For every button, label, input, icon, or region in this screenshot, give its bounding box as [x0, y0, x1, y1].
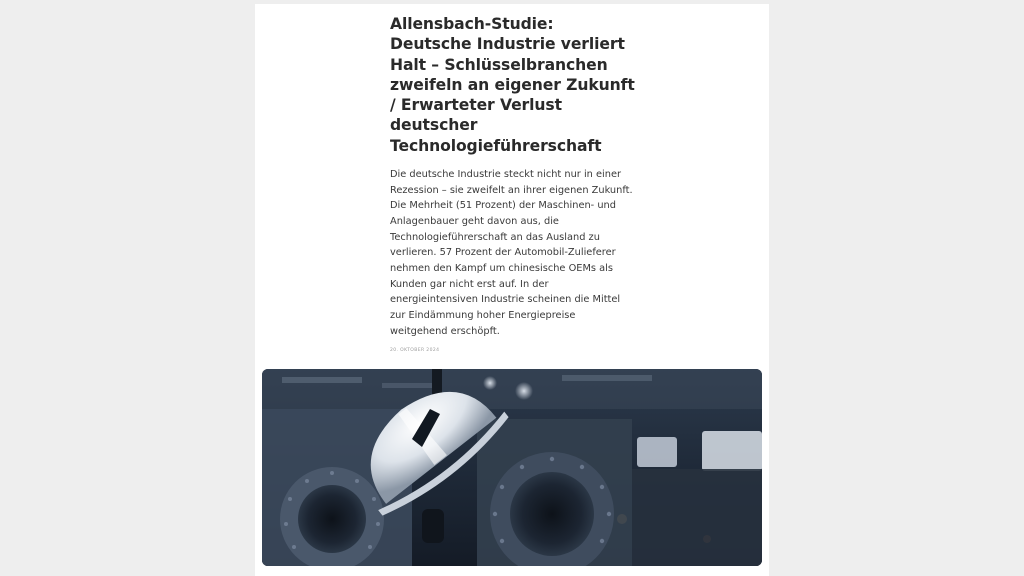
- article-card: [255, 4, 769, 576]
- article-date: 20. OKTOBER 2024: [390, 348, 440, 353]
- article-title: Allensbach-Studie: Deutsche Industrie verliert Halt – Schlüsselbranchen zweifeln an eigener Zukunft / Erwarteter Verlust deutscher Technologieführerschaft: [390, 15, 635, 155]
- hero-image: [262, 369, 762, 566]
- article-lead: Die deutsche Industrie steckt nicht nur in einer Rezession – sie zweifelt an ihrer eigenen Zukunft. Die Mehrheit (51 Prozent) der Maschinen- und Anlagenbauer geht davon aus, die Technologieführerschaft an das Ausland zu verlieren. 57 Prozent der Automobil-Zulieferer nehmen den Kampf um chinesische OEMs als Kunden gar nicht erst auf. In der energieintensiven Industrie scheinen die Mittel zur Eindämmung hoher Energiepreise weitgehend erschöpft.: [390, 169, 633, 337]
- hard-hat-photo-icon: [262, 369, 762, 566]
